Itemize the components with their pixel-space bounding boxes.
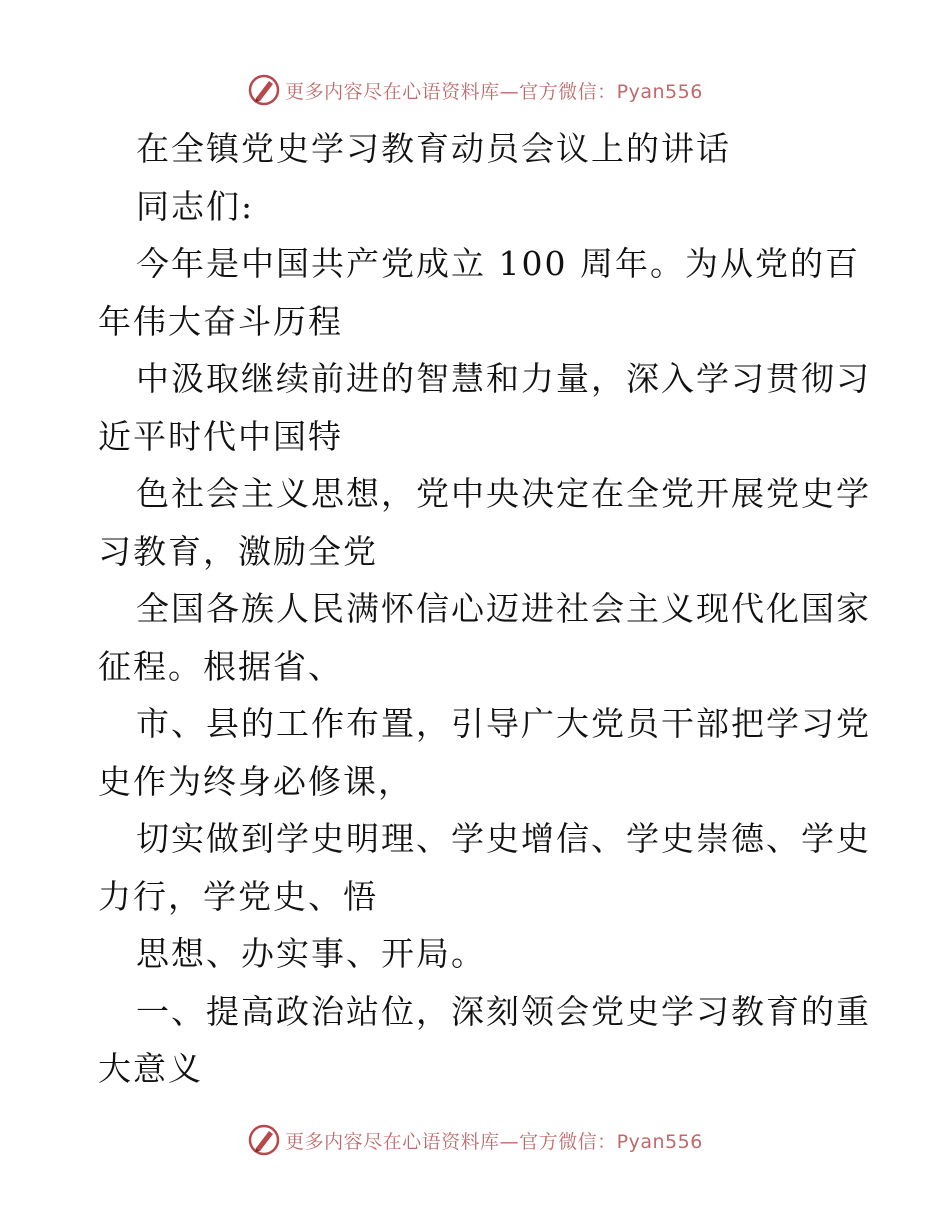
doc-line: 习教育，激励全党 [98,531,378,571]
document-body [98,120,871,1098]
doc-line: 色社会主义思想，党中央决定在全党开展党史学 [136,474,871,513]
pen-logo-icon [247,73,281,107]
doc-line: 市、县的工作布置，引导广大党员干部把学习党 [136,704,871,743]
doc-line: 史作为终身必修课， [98,761,413,801]
banner-text: 更多内容尽在心语资料库—官方微信：Pyan556 [285,80,703,103]
footer-banner [0,1120,950,1160]
header-banner [0,70,950,110]
doc-line: 同志们: [136,186,255,226]
pen-logo-icon [247,1123,281,1157]
doc-line: 力行，学党史、悟 [98,876,378,916]
doc-line: 思想、办实事、开局。 [136,934,486,973]
doc-line: 年伟大奋斗历程 [98,301,343,341]
banner-text: 更多内容尽在心语资料库—官方微信：Pyan556 [285,1130,703,1153]
doc-line: 切实做到学史明理、学史增信、学史崇德、学史 [136,819,871,858]
doc-line: 今年是中国共产党成立 100 周年。为从党的百 [136,244,860,283]
doc-line: 大意义 [98,1049,203,1088]
doc-line: 中汲取继续前进的智慧和力量，深入学习贯彻习 [136,359,871,398]
doc-line: 征程。根据省、 [98,646,343,686]
doc-line: 一、提高政治站位，深刻领会党史学习教育的重 [136,991,871,1031]
doc-line: 在全镇党史学习教育动员会议上的讲话 [136,129,731,168]
doc-line: 近平时代中国特 [98,416,343,456]
doc-line: 全国各族人民满怀信心迈进社会主义现代化国家 [136,589,871,628]
